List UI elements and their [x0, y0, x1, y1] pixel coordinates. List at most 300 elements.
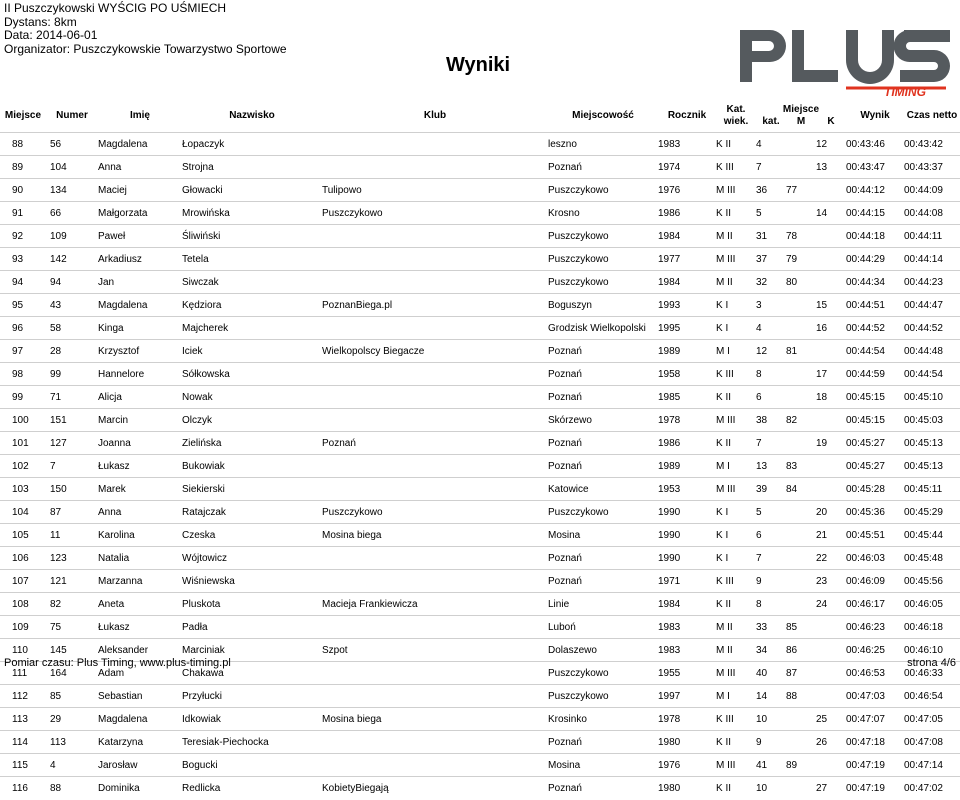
table-row [0, 317, 960, 340]
cell-miejsce-m [786, 202, 816, 225]
cell-wynik: 00:44:34 [846, 276, 885, 288]
cell-rocznik: 1995 [658, 322, 681, 334]
cell-netto: 00:45:29 [904, 506, 943, 518]
cell-miejscowosc: Poznań [548, 782, 582, 794]
col-miejsce: Miejsce [4, 110, 42, 121]
cell-nazwisko: Teresiak-Piechocka [182, 736, 269, 748]
cell-miejscowosc: Puszczykowo [548, 690, 609, 702]
cell-klub: Tulipowo [322, 184, 362, 196]
cell-miejscowosc: Skórzewo [548, 414, 592, 426]
cell-netto: 00:47:05 [904, 713, 943, 725]
cell-miejsce-k: 26 [816, 736, 828, 748]
cell-wynik: 00:43:47 [846, 161, 885, 173]
cell-rocznik: 1983 [658, 621, 681, 633]
cell-nazwisko: Majcherek [182, 322, 229, 334]
cell-numer: 4 [50, 759, 56, 771]
cell-imie: Łukasz [98, 460, 130, 472]
cell-miejscowosc: Poznań [548, 437, 582, 449]
cell-numer: 58 [50, 322, 62, 334]
cell-wynik: 00:46:23 [846, 621, 885, 633]
cell-numer: 85 [50, 690, 62, 702]
cell-miejsce-kat: 36 [756, 184, 768, 196]
cell-miejsce: 110 [12, 644, 28, 656]
cell-wynik: 00:44:52 [846, 322, 885, 334]
cell-nazwisko: Iciek [182, 345, 203, 357]
cell-kat-wiek: K II [716, 598, 732, 610]
cell-miejsce-m [786, 317, 816, 340]
cell-rocznik: 1984 [658, 598, 681, 610]
table-row [0, 133, 960, 156]
cell-nazwisko: Wójtowicz [182, 552, 228, 564]
cell-miejsce-m [786, 501, 816, 524]
cell-miejsce-kat: 5 [756, 207, 762, 219]
cell-rocznik: 1953 [658, 483, 681, 495]
cell-miejsce-m [786, 386, 816, 409]
cell-numer: 94 [50, 276, 62, 288]
cell-kat-wiek: K II [716, 207, 732, 219]
cell-miejsce-kat: 8 [756, 368, 762, 380]
cell-miejsce-m [786, 294, 816, 317]
cell-numer: 56 [50, 138, 62, 150]
cell-miejsce-m: 78 [786, 230, 798, 242]
cell-rocznik: 1986 [658, 437, 681, 449]
cell-wynik: 00:45:15 [846, 414, 885, 426]
table-row [0, 156, 960, 179]
cell-kat-wiek: K I [716, 299, 729, 311]
cell-miejsce-kat: 8 [756, 598, 762, 610]
cell-miejsce-k: 25 [816, 713, 828, 725]
cell-wynik: 00:44:59 [846, 368, 885, 380]
cell-miejsce: 97 [12, 345, 24, 357]
cell-miejsce-k [816, 754, 846, 777]
col-rocznik: Rocznik [667, 110, 707, 121]
cell-miejsce-m: 88 [786, 690, 798, 702]
cell-miejscowosc: Puszczykowo [548, 230, 609, 242]
cell-imie: Jarosław [98, 759, 138, 771]
cell-miejsce-m: 77 [786, 184, 798, 196]
cell-miejsce: 112 [12, 690, 28, 702]
cell-miejsce: 106 [12, 552, 29, 564]
table-row [0, 731, 960, 754]
cell-wynik: 00:46:53 [846, 667, 885, 679]
cell-imie: Arkadiusz [98, 253, 142, 265]
cell-klub: Poznań [322, 437, 356, 449]
cell-klub: Puszczykowo [322, 207, 383, 219]
cell-klub: Wielkopolscy Biegacze [322, 345, 425, 357]
cell-kat-wiek: K II [716, 391, 732, 403]
cell-rocznik: 1974 [658, 161, 681, 173]
cell-nazwisko: Sółkowska [182, 368, 230, 380]
table-row [0, 409, 960, 432]
col-kat-wiek [716, 100, 756, 133]
cell-numer: 7 [50, 460, 56, 472]
cell-wynik: 00:46:09 [846, 575, 885, 587]
footer-page-number: strona 4/6 [907, 657, 956, 669]
cell-miejsce-k [816, 616, 846, 639]
cell-nazwisko: Zielińska [182, 437, 222, 449]
cell-imie: Jan [98, 276, 115, 288]
cell-miejsce: 104 [12, 506, 29, 518]
cell-miejsce-m [786, 156, 816, 179]
cell-rocznik: 1986 [658, 207, 681, 219]
cell-klub [322, 363, 548, 386]
cell-wynik: 00:46:25 [846, 644, 885, 656]
cell-miejsce-m [786, 524, 816, 547]
cell-wynik: 00:47:19 [846, 759, 885, 771]
cell-kat-wiek: M II [716, 276, 733, 288]
cell-wynik: 00:44:29 [846, 253, 885, 265]
cell-miejsce: 100 [12, 414, 29, 426]
cell-rocznik: 1985 [658, 391, 681, 403]
cell-netto: 00:44:52 [904, 322, 943, 334]
cell-imie: Kinga [98, 322, 124, 334]
cell-rocznik: 1984 [658, 276, 681, 288]
cell-klub [322, 616, 548, 639]
cell-miejscowosc: Poznań [548, 736, 582, 748]
cell-miejsce-kat: 5 [756, 506, 762, 518]
cell-numer: 28 [50, 345, 62, 357]
table-row [0, 340, 960, 363]
cell-imie: Joanna [98, 437, 131, 449]
cell-klub [322, 271, 548, 294]
cell-imie: Marek [98, 483, 126, 495]
cell-miejsce-m: 79 [786, 253, 798, 265]
table-row [0, 524, 960, 547]
cell-miejsce-k [816, 662, 846, 685]
cell-rocznik: 1978 [658, 713, 681, 725]
cell-netto: 00:45:56 [904, 575, 943, 587]
cell-klub [322, 386, 548, 409]
cell-miejsce: 115 [12, 759, 28, 771]
cell-klub [322, 754, 548, 777]
cell-miejsce-kat: 33 [756, 621, 768, 633]
cell-miejsce-k: 12 [816, 138, 828, 150]
table-row [0, 616, 960, 639]
col-m: M [796, 116, 806, 127]
cell-nazwisko: Nowak [182, 391, 213, 403]
cell-nazwisko: Bogucki [182, 759, 218, 771]
cell-miejsce: 103 [12, 483, 29, 495]
cell-klub: Szpot [322, 644, 348, 656]
cell-wynik: 00:44:54 [846, 345, 885, 357]
cell-rocznik: 1984 [658, 230, 681, 242]
cell-rocznik: 1978 [658, 414, 681, 426]
cell-miejscowosc: Poznań [548, 391, 582, 403]
cell-imie: Hannelore [98, 368, 145, 380]
cell-miejsce: 94 [12, 276, 24, 288]
cell-imie: Magdalena [98, 713, 148, 725]
cell-nazwisko: Czeska [182, 529, 216, 541]
cell-miejsce-kat: 4 [756, 138, 762, 150]
cell-miejscowosc: Poznań [548, 575, 582, 587]
cell-miejsce: 109 [12, 621, 29, 633]
cell-rocznik: 1976 [658, 759, 681, 771]
cell-netto: 00:44:14 [904, 253, 943, 265]
cell-miejsce: 116 [12, 782, 28, 794]
table-row [0, 708, 960, 731]
cell-netto: 00:44:08 [904, 207, 943, 219]
cell-miejsce-kat: 37 [756, 253, 768, 265]
cell-nazwisko: Padła [182, 621, 208, 633]
cell-numer: 113 [50, 736, 66, 748]
cell-numer: 11 [50, 529, 61, 541]
cell-numer: 164 [50, 667, 67, 679]
cell-netto: 00:45:44 [904, 529, 943, 541]
cell-nazwisko: Olczyk [182, 414, 212, 426]
cell-miejsce: 88 [12, 138, 24, 150]
table-row [0, 593, 960, 616]
cell-miejsce-k [816, 639, 846, 662]
cell-wynik: 00:44:51 [846, 299, 885, 311]
cell-rocznik: 1980 [658, 736, 681, 748]
cell-kat-wiek: K II [716, 736, 732, 748]
cell-miejscowosc: Mosina [548, 529, 581, 541]
cell-numer: 123 [50, 552, 67, 564]
cell-miejsce-kat: 4 [756, 322, 762, 334]
cell-numer: 145 [50, 644, 67, 656]
cell-miejsce-k: 21 [816, 529, 828, 541]
cell-netto: 00:45:03 [904, 414, 943, 426]
cell-miejsce: 107 [12, 575, 29, 587]
cell-wynik: 00:47:18 [846, 736, 885, 748]
cell-netto: 00:47:14 [904, 759, 943, 771]
cell-rocznik: 1989 [658, 345, 681, 357]
cell-miejsce-m [786, 133, 816, 156]
cell-miejsce-m [786, 777, 816, 800]
cell-kat-wiek: M III [716, 414, 736, 426]
cell-klub [322, 547, 548, 570]
cell-kat-wiek: M III [716, 253, 736, 265]
plus-timing-logo [734, 22, 956, 98]
footer-timing-credit: Pomiar czasu: Plus Timing, www.plus-timing.pl [4, 657, 231, 669]
cell-miejscowosc: leszno [548, 138, 577, 150]
cell-miejsce-k [816, 455, 846, 478]
table-row [0, 777, 960, 800]
cell-miejscowosc: Puszczykowo [548, 667, 609, 679]
cell-wynik: 00:47:07 [846, 713, 885, 725]
cell-klub [322, 731, 548, 754]
cell-miejsce-k [816, 340, 846, 363]
cell-miejsce-kat: 6 [756, 529, 762, 541]
cell-miejsce-m: 80 [786, 276, 798, 288]
cell-miejsce-k: 23 [816, 575, 828, 587]
cell-miejscowosc: Poznań [548, 345, 582, 357]
cell-imie: Dominika [98, 782, 140, 794]
cell-nazwisko: Łopaczyk [182, 138, 225, 150]
cell-klub [322, 478, 548, 501]
cell-miejsce-m: 81 [786, 345, 798, 357]
cell-klub [322, 455, 548, 478]
cell-numer: 82 [50, 598, 62, 610]
cell-miejsce-kat: 31 [756, 230, 768, 242]
cell-netto: 00:46:54 [904, 690, 943, 702]
cell-klub: PoznanBiega.pl [322, 299, 393, 311]
cell-numer: 66 [50, 207, 62, 219]
cell-wynik: 00:45:36 [846, 506, 885, 518]
cell-numer: 99 [50, 368, 62, 380]
col-kat-bottom: wiek. [723, 116, 749, 127]
col-numer: Numer [56, 110, 88, 121]
cell-netto: 00:44:54 [904, 368, 943, 380]
cell-numer: 151 [50, 414, 67, 426]
cell-numer: 109 [50, 230, 67, 242]
cell-kat-wiek: K I [716, 552, 729, 564]
cell-miejscowosc: Linie [548, 598, 570, 610]
cell-imie: Małgorzata [98, 207, 148, 219]
cell-rocznik: 1990 [658, 529, 681, 541]
cell-netto: 00:44:23 [904, 276, 943, 288]
cell-miejsce-k: 22 [816, 552, 828, 564]
cell-miejsce-kat: 10 [756, 713, 768, 725]
cell-miejsce-kat: 3 [756, 299, 762, 311]
cell-rocznik: 1983 [658, 138, 681, 150]
cell-kat-wiek: M II [716, 621, 733, 633]
cell-miejsce-kat: 40 [756, 667, 768, 679]
cell-klub [322, 570, 548, 593]
cell-miejscowosc: Katowice [548, 483, 589, 495]
cell-imie: Marzanna [98, 575, 143, 587]
cell-nazwisko: Kędziora [182, 299, 222, 311]
cell-nazwisko: Strojna [182, 161, 214, 173]
cell-miejsce: 102 [12, 460, 29, 472]
cell-kat-wiek: K III [716, 713, 734, 725]
cell-miejsce-k [816, 478, 846, 501]
cell-netto: 00:44:47 [904, 299, 943, 311]
cell-miejsce-kat: 13 [756, 460, 768, 472]
cell-miejsce-kat: 9 [756, 736, 762, 748]
cell-nazwisko: Bukowiak [182, 460, 225, 472]
table-header [0, 100, 960, 133]
cell-miejsce: 105 [12, 529, 29, 541]
cell-kat-wiek: K III [716, 575, 734, 587]
cell-miejsce-k: 13 [816, 161, 828, 173]
table-row [0, 432, 960, 455]
cell-wynik: 00:45:28 [846, 483, 885, 495]
cell-wynik: 00:44:12 [846, 184, 885, 196]
table-row [0, 294, 960, 317]
cell-imie: Katarzyna [98, 736, 144, 748]
cell-miejsce-k [816, 685, 846, 708]
table-row [0, 685, 960, 708]
cell-imie: Magdalena [98, 138, 148, 150]
col-k: K [827, 116, 835, 127]
cell-miejscowosc: Puszczykowo [548, 184, 609, 196]
cell-kat-wiek: M II [716, 644, 733, 656]
cell-imie: Maciej [98, 184, 127, 196]
cell-wynik: 00:46:03 [846, 552, 885, 564]
cell-klub: Macieja Frankiewicza [322, 598, 418, 610]
cell-miejsce: 89 [12, 161, 24, 173]
cell-nazwisko: Redlicka [182, 782, 221, 794]
cell-imie: Anna [98, 506, 122, 518]
cell-netto: 00:46:33 [904, 667, 943, 679]
cell-miejsce: 114 [12, 736, 28, 748]
cell-miejsce-m [786, 570, 816, 593]
cell-miejsce: 95 [12, 299, 24, 311]
cell-imie: Adam [98, 667, 125, 679]
cell-miejsce-kat: 7 [756, 437, 762, 449]
cell-imie: Aneta [98, 598, 125, 610]
table-row [0, 363, 960, 386]
cell-netto: 00:44:48 [904, 345, 943, 357]
cell-miejsce-m: 89 [786, 759, 798, 771]
cell-numer: 127 [50, 437, 67, 449]
cell-kat-wiek: K III [716, 161, 734, 173]
cell-netto: 00:43:37 [904, 161, 943, 173]
cell-rocznik: 1976 [658, 184, 681, 196]
cell-numer: 29 [50, 713, 62, 725]
cell-miejsce: 113 [12, 713, 28, 725]
table-row [0, 386, 960, 409]
page-title: Wyniki [446, 54, 511, 76]
cell-kat-wiek: K III [716, 368, 734, 380]
cell-miejsce-kat: 41 [756, 759, 768, 771]
cell-numer: 71 [50, 391, 62, 403]
col-miejscowosc: Miejscowość [572, 110, 634, 121]
cell-kat-wiek: K II [716, 437, 732, 449]
cell-miejsce-kat: 10 [756, 782, 768, 794]
cell-netto: 00:43:42 [904, 138, 943, 150]
col-klub: Klub [423, 110, 447, 121]
cell-netto: 00:45:10 [904, 391, 943, 403]
col-kat-top: Kat. [726, 104, 746, 115]
cell-miejsce-m: 86 [786, 644, 798, 656]
cell-wynik: 00:45:27 [846, 460, 885, 472]
cell-miejsce-k [816, 271, 846, 294]
cell-miejscowosc: Poznań [548, 552, 582, 564]
table-row [0, 202, 960, 225]
cell-rocznik: 1993 [658, 299, 681, 311]
cell-kat-wiek: M III [716, 667, 736, 679]
cell-rocznik: 1971 [658, 575, 681, 587]
cell-miejsce-k [816, 225, 846, 248]
cell-netto: 00:47:08 [904, 736, 943, 748]
cell-miejsce-k: 27 [816, 782, 828, 794]
cell-nazwisko: Przyłucki [182, 690, 223, 702]
table-row [0, 478, 960, 501]
table-row [0, 570, 960, 593]
cell-klub: KobietyBiegają [322, 782, 389, 794]
cell-imie: Alicja [98, 391, 122, 403]
table-row [0, 225, 960, 248]
cell-netto: 00:44:11 [904, 230, 943, 242]
results-table [0, 100, 960, 800]
cell-miejsce-k [816, 179, 846, 202]
cell-klub [322, 133, 548, 156]
cell-miejsce-m [786, 432, 816, 455]
cell-miejsce-m: 87 [786, 667, 798, 679]
cell-miejsce: 96 [12, 322, 24, 334]
cell-kat-wiek: K I [716, 322, 729, 334]
cell-kat-wiek: M I [716, 345, 730, 357]
cell-klub [322, 225, 548, 248]
table-row [0, 501, 960, 524]
cell-klub [322, 317, 548, 340]
cell-miejsce: 92 [12, 230, 24, 242]
cell-miejsce: 108 [12, 598, 29, 610]
cell-netto: 00:45:13 [904, 460, 943, 472]
cell-rocznik: 1990 [658, 506, 681, 518]
cell-miejsce-k: 18 [816, 391, 828, 403]
cell-miejsce-k: 19 [816, 437, 828, 449]
cell-miejscowosc: Puszczykowo [548, 506, 609, 518]
cell-wynik: 00:47:03 [846, 690, 885, 702]
cell-miejscowosc: Boguszyn [548, 299, 592, 311]
cell-netto: 00:45:13 [904, 437, 943, 449]
cell-miejsce-kat: 12 [756, 345, 768, 357]
cell-kat-wiek: K I [716, 529, 729, 541]
cell-nazwisko: Idkowiak [182, 713, 221, 725]
